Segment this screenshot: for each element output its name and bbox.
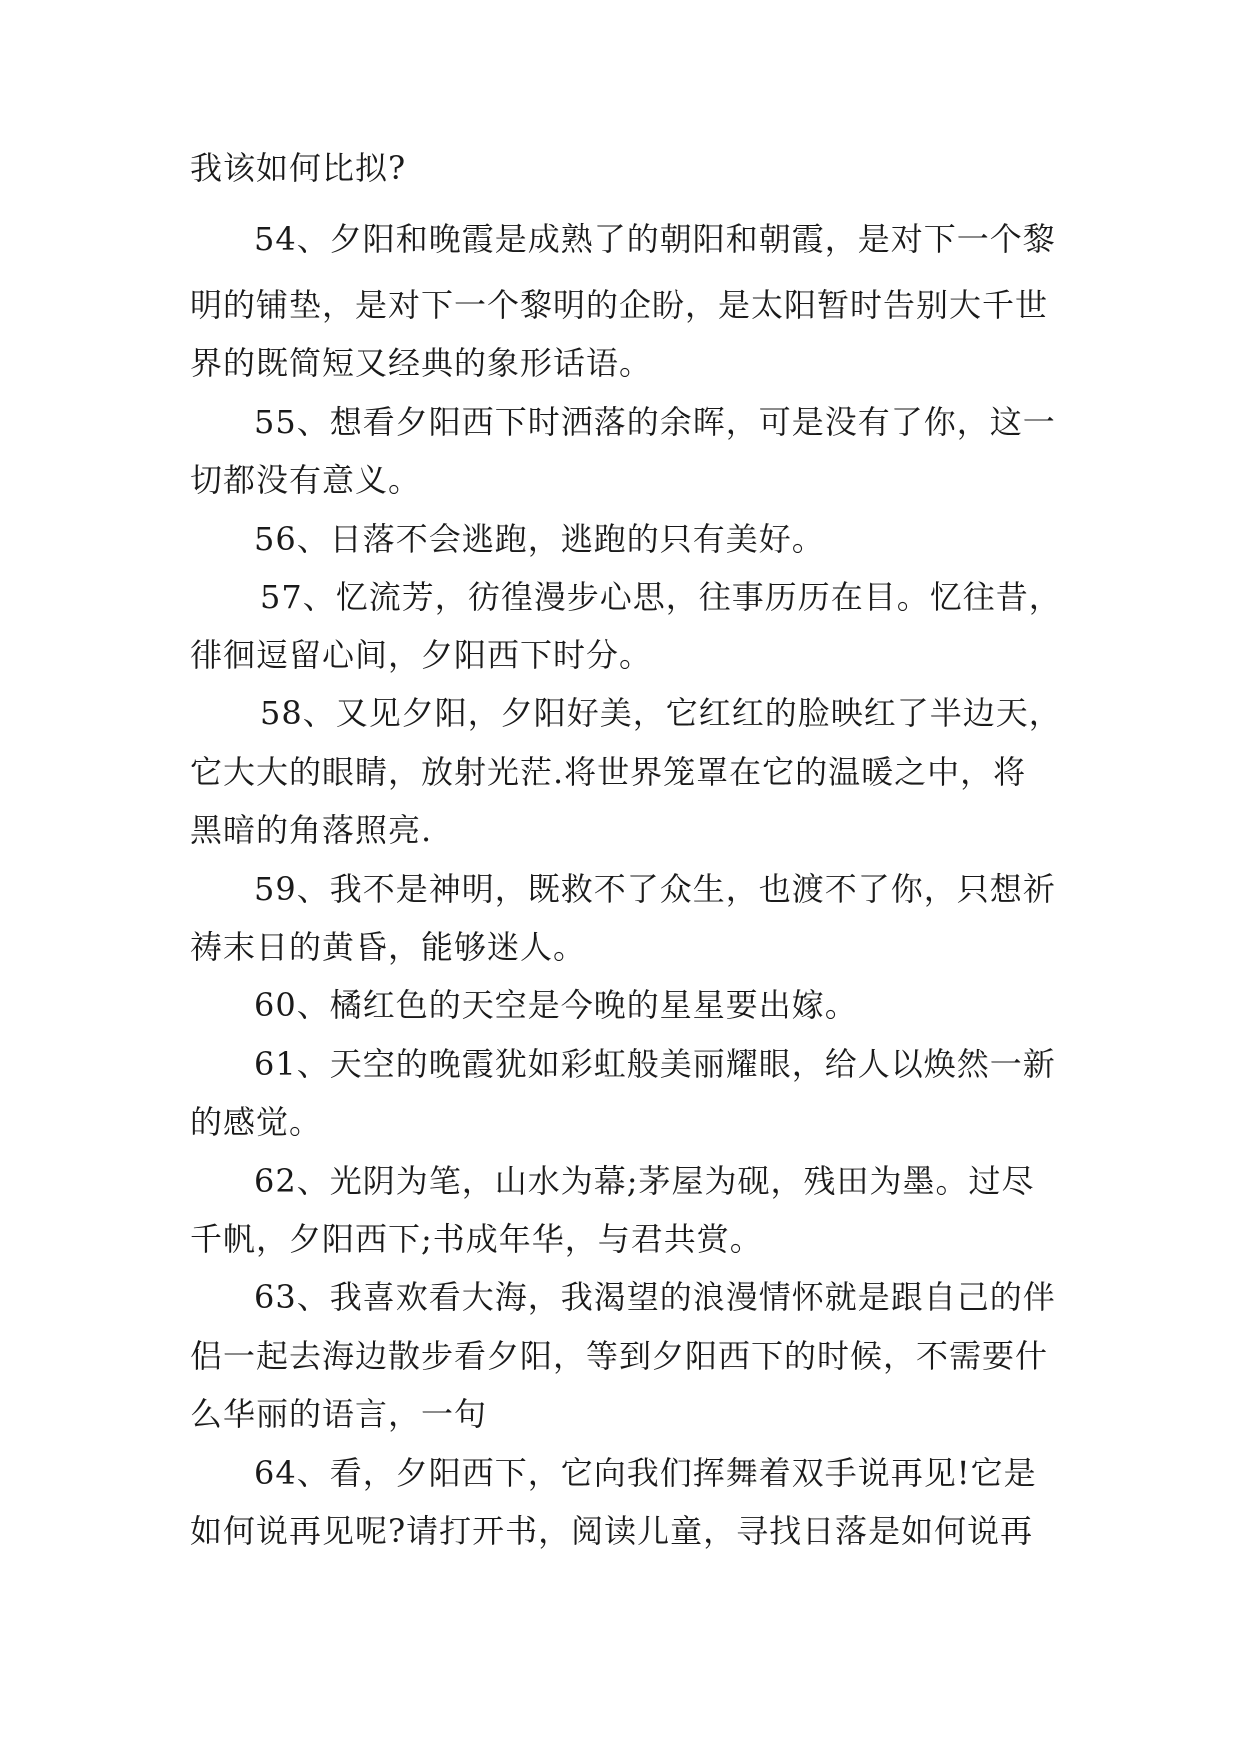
paragraph-54-line-1: 54、夕阳和晚霞是成熟了的朝阳和朝霞，是对下一个黎 bbox=[254, 220, 1056, 258]
paragraph-64-line-1: 64、看，夕阳西下，它向我们挥舞着双手说再见!它是 bbox=[254, 1454, 1037, 1492]
paragraph-59-line-1: 59、我不是神明，既救不了众生，也渡不了你，只想祈 bbox=[254, 870, 1056, 908]
paragraph-58-line-3: 黑暗的角落照亮. bbox=[190, 811, 433, 849]
paragraph-55-line-2: 切都没有意义。 bbox=[190, 461, 422, 499]
paragraph-57-line-2: 徘徊逗留心间，夕阳西下时分。 bbox=[190, 636, 653, 674]
paragraph-64-line-2: 如何说再见呢?请打开书，阅读儿童，寻找日落是如何说再 bbox=[190, 1512, 1034, 1550]
paragraph-57-line-1: 57、忆流芳，彷徨漫步心思，往事历历在目。忆往昔， bbox=[260, 578, 1062, 616]
paragraph-58-line-1: 58、又见夕阳，夕阳好美，它红红的脸映红了半边天， bbox=[260, 694, 1062, 732]
text-line: 我该如何比拟? bbox=[190, 149, 407, 187]
paragraph-63-line-3: 么华丽的语言，一句 bbox=[190, 1395, 488, 1433]
paragraph-62-line-2: 千帆，夕阳西下;书成年华，与君共赏。 bbox=[190, 1220, 763, 1258]
paragraph-56-line-1: 56、日落不会逃跑，逃跑的只有美好。 bbox=[254, 520, 825, 558]
paragraph-55-line-1: 55、想看夕阳西下时洒落的余晖，可是没有了你，这一 bbox=[254, 403, 1056, 441]
paragraph-61-line-2: 的感觉。 bbox=[190, 1103, 323, 1141]
paragraph-62-line-1: 62、光阴为笔，山水为幕;茅屋为砚，残田为墨。过尽 bbox=[254, 1162, 1035, 1200]
paragraph-63-line-2: 侣一起去海边散步看夕阳，等到夕阳西下的时候，不需要什 bbox=[190, 1337, 1049, 1375]
paragraph-58-line-2: 它大大的眼睛，放射光茫.将世界笼罩在它的温暖之中，将 bbox=[190, 753, 1027, 791]
paragraph-54-line-3: 界的既简短又经典的象形话语。 bbox=[190, 344, 653, 382]
paragraph-61-line-1: 61、天空的晚霞犹如彩虹般美丽耀眼，给人以焕然一新 bbox=[254, 1045, 1056, 1083]
paragraph-63-line-1: 63、我喜欢看大海，我渴望的浪漫情怀就是跟自己的伴 bbox=[254, 1278, 1056, 1316]
paragraph-60-line-1: 60、橘红色的天空是今晚的星星要出嫁。 bbox=[254, 986, 858, 1024]
paragraph-59-line-2: 祷末日的黄昏，能够迷人。 bbox=[190, 928, 587, 966]
paragraph-54-line-2: 明的铺垫，是对下一个黎明的企盼，是太阳暂时告别大千世 bbox=[190, 286, 1049, 324]
